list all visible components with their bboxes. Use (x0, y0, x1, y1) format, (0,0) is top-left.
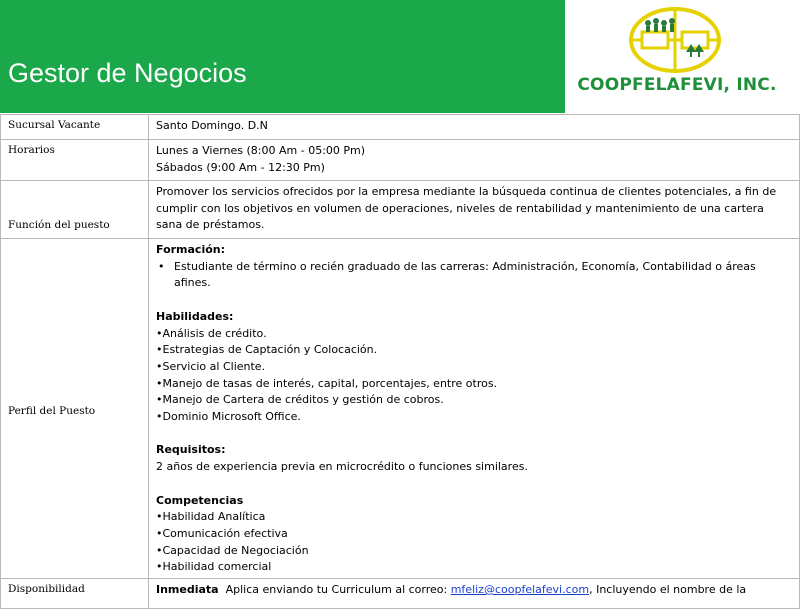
funcion-value: Promover los servicios ofrecidos por la empresa mediante la búsqueda continua de clientes potenciales, a fin de cumplir con los objetivos en volumen de operaciones, niveles de rentabilidad y mantenimiento de una cartera sana de préstamos. (149, 181, 800, 239)
list-item: •Manejo de tasas de interés, capital, porcentajes, entre otros. (156, 376, 498, 390)
funcion-label: Función del puesto (1, 181, 149, 239)
disponibilidad-text-after: , Incluyendo el nombre de la (589, 583, 747, 597)
brand-name: COOPFELAFEVI, INC. (577, 75, 777, 95)
bullet: • (158, 259, 165, 273)
disponibilidad-value (149, 579, 800, 609)
disponibilidad-label: Disponibilidad (1, 579, 149, 609)
horarios-line-1: Lunes a Viernes (8:00 Am - 05:00 Pm) (156, 144, 366, 157)
disponibilidad-text: Aplica enviando tu Curriculum al correo: (218, 583, 451, 597)
horarios-value (149, 140, 800, 181)
formacion-text: Estudiante de término o recién graduado de las carreras: Administración, Economía, Contabilidad o áreas afines. (174, 259, 756, 290)
horarios-label: Horarios (1, 140, 149, 181)
requisitos-text: 2 años de experiencia previa en microcrédito o funciones similares. (156, 460, 528, 474)
logo-area (566, 0, 800, 113)
email-link[interactable]: mfeliz@coopfelafevi.com (450, 583, 590, 597)
list-item: •Servicio al Cliente. (156, 359, 266, 373)
list-item: •Estrategias de Captación y Colocación. (156, 343, 378, 357)
list-item: •Comunicación efectiva (156, 526, 288, 540)
job-details-table (0, 114, 800, 609)
coop-logo-icon (628, 6, 722, 74)
formacion-heading: Formación: (156, 243, 226, 256)
table-row (1, 239, 800, 579)
list-item: •Manejo de Cartera de créditos y gestión de cobros. (156, 393, 444, 407)
sucursal-label: Sucursal Vacante (1, 115, 149, 140)
list-item: •Dominio Microsoft Office. (156, 410, 301, 424)
requisitos-heading: Requisitos: (156, 443, 226, 457)
page-title: Gestor de Negocios (8, 58, 247, 88)
header (0, 0, 800, 115)
table-row (1, 579, 800, 609)
sucursal-value: Santo Domingo. D.N (149, 115, 800, 140)
formacion-item (156, 259, 791, 292)
list-item: •Análisis de crédito. (156, 326, 267, 340)
list-item: •Habilidad comercial (156, 560, 272, 574)
table-row (1, 115, 800, 140)
table-row (1, 140, 800, 181)
list-item: •Capacidad de Negociación (156, 543, 309, 557)
title-banner (0, 0, 565, 113)
habilidades-heading: Habilidades: (156, 309, 234, 323)
table-row (1, 181, 800, 239)
horarios-line-2: Sábados (9:00 Am - 12:30 Pm) (156, 160, 325, 174)
perfil-value (149, 239, 800, 579)
perfil-label: Perfil del Puesto (1, 239, 149, 579)
competencias-heading: Competencias (156, 493, 244, 507)
list-item: •Habilidad Analítica (156, 510, 266, 524)
disponibilidad-strong: Inmediata (156, 583, 219, 597)
